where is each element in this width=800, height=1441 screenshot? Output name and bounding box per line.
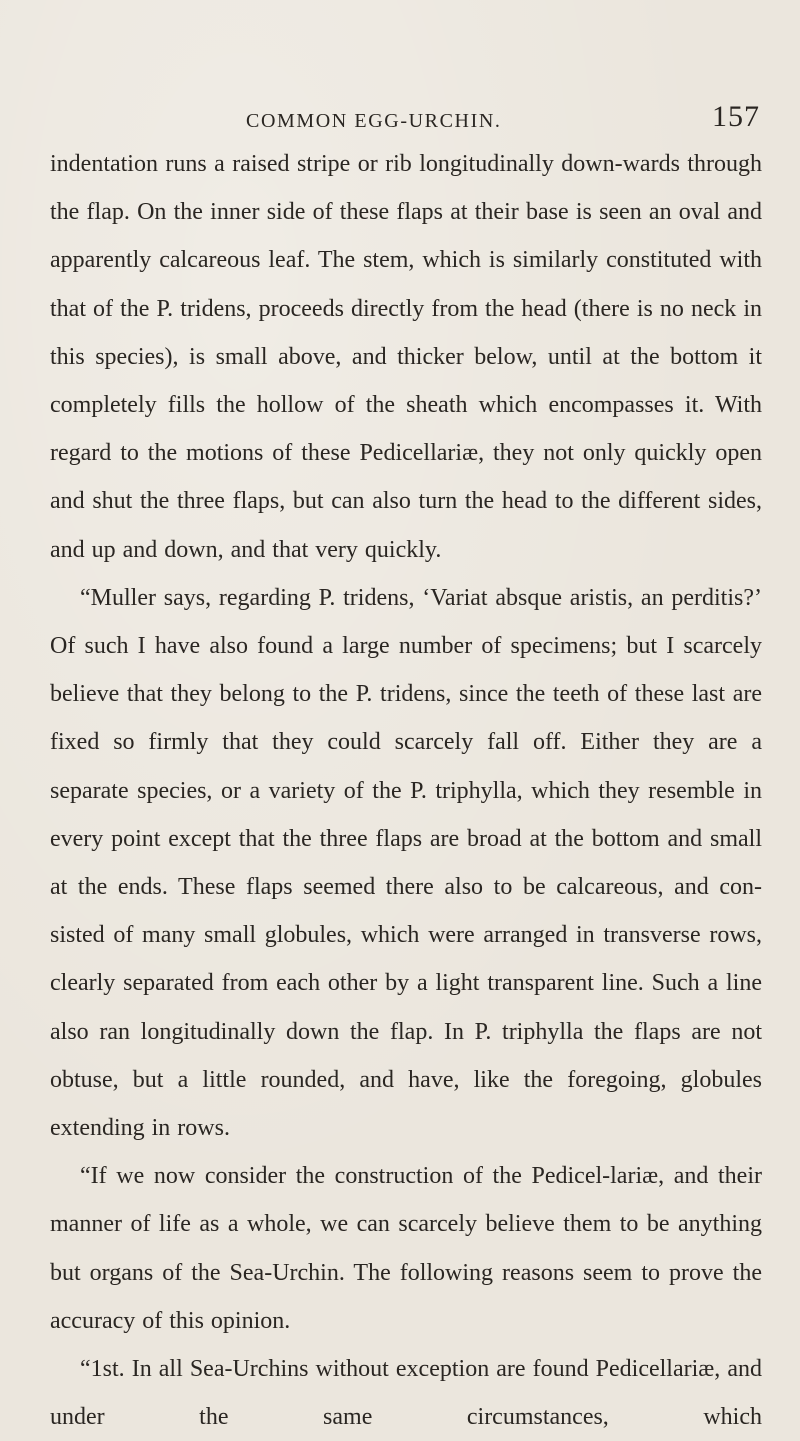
paragraph-continuation: indentation runs a raised stripe or rib longitudinally down-wards through the flap. On the inner side of these flaps at their base is seen an oval and apparently calcareous leaf. The stem, which is similarly constituted with that of the P. tridens, proceeds directly from the head (there is no neck in this species), is small above, and thicker below, until at the bottom it completely fills the hollow of the sheath which encompasses it. With regard to the motions of these Pedicellariæ, they not only quickly open and shut the three flaps, but can also turn the head to the different sides, and up and down, and that very quickly. [50,151,762,563]
paragraph-muller-quote: “Muller says, regarding P. tridens, ‘Variat absque aristis, an perditis?’ Of such I have also found a large number of specimens; but I scarcely believe that they belong to the P. tridens, since the teeth of these last are fixed so firmly that they could scarcely fall off. Either they are a separate species, or a variety of the P. triphylla, which they resemble in every point except that the three flaps are broad at the bottom and small at the ends. These flaps seemed there also to be calcareous, and con-sisted of many small globules, which were arranged in transverse rows, clearly separated from each other by a light transparent line. Such a line also ran longitudinally down the flap. In P. triphylla the flaps are not obtuse, but a little rounded, and have, like the foregoing, globules extending in rows. [50,584,762,1142]
paragraph-first-reason: “1st. In all Sea-Urchins without exception are found Pedicellariæ, and under the same circumstances, which [50,1356,762,1431]
body-text [50,140,762,1441]
running-title: COMMON EGG-URCHIN. [246,110,502,132]
paragraph-construction: “If we now consider the construction of the Pedicel-lariæ, and their manner of life as a whole, we can scarcely believe them to be anything but organs of the Sea-Urchin. The following reasons seem to prove the accuracy of this opinion. [50,1163,762,1334]
page-number: 157 [712,100,760,133]
running-head [0,100,800,140]
